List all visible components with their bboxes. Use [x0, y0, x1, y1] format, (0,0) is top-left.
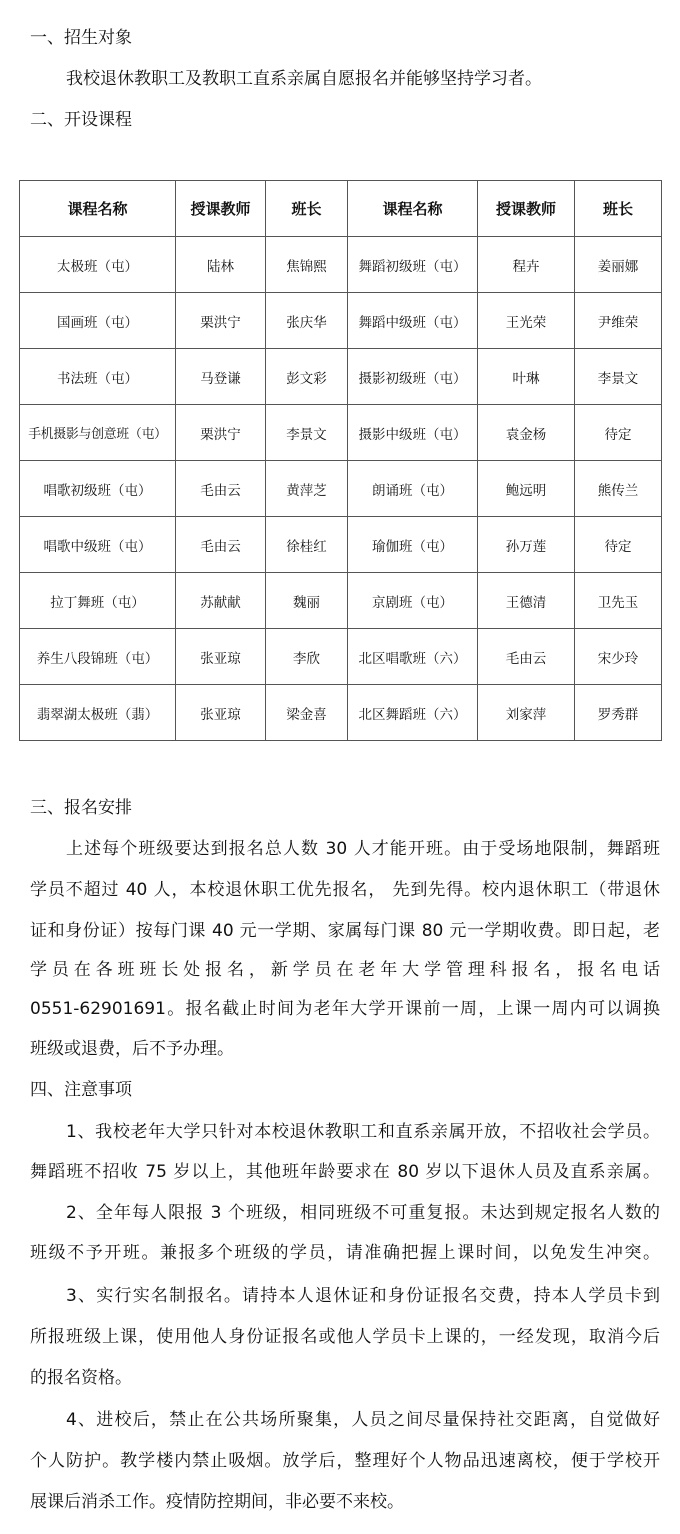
- teacher-cell: 袁金杨: [478, 405, 575, 461]
- teacher-cell: 刘家萍: [478, 685, 575, 741]
- section-3-paragraph-line: 学员不超过 40 人，本校退休职工优先报名， 先到先得。校内退休职工（带退休: [30, 880, 660, 900]
- teacher-cell: 苏献献: [176, 573, 266, 629]
- course-name-cell: 北区舞蹈班（六）: [348, 685, 478, 741]
- course-name-cell: 唱歌初级班（屯）: [20, 461, 176, 517]
- course-name-cell: 朗诵班（屯）: [348, 461, 478, 517]
- section-1-text: 我校退休教职工及教职工直系亲属自愿报名并能够坚持学习者。: [66, 69, 542, 89]
- course-name-cell: 唱歌中级班（屯）: [20, 517, 176, 573]
- section-3-heading: 三、报名安排: [30, 798, 132, 818]
- section-3-paragraph-line: 0551-62901691。报名截止时间为老年大学开课前一周，上课一周内可以调换: [30, 999, 660, 1019]
- teacher-cell: 栗洪宁: [176, 293, 266, 349]
- monitor-cell: 彭文彩: [266, 349, 348, 405]
- section-3-paragraph-line: 上述每个班级要达到报名总人数 30 人才能开班。由于受场地限制，舞蹈班: [66, 839, 660, 859]
- course-table: [19, 180, 662, 741]
- table-row: [20, 405, 662, 461]
- course-name-cell: 舞蹈中级班（屯）: [348, 293, 478, 349]
- course-name-cell: 舞蹈初级班（屯）: [348, 237, 478, 293]
- table-header-row: [20, 181, 662, 237]
- header-course-name: 课程名称: [20, 181, 176, 237]
- teacher-cell: 王光荣: [478, 293, 575, 349]
- teacher-cell: 马登谦: [176, 349, 266, 405]
- course-name-cell: 摄影初级班（屯）: [348, 349, 478, 405]
- monitor-cell: 徐桂红: [266, 517, 348, 573]
- table-row: [20, 237, 662, 293]
- teacher-cell: 程卉: [478, 237, 575, 293]
- teacher-cell: 毛由云: [176, 517, 266, 573]
- monitor-cell: 卫先玉: [575, 573, 662, 629]
- teacher-cell: 张亚琼: [176, 685, 266, 741]
- monitor-cell: 李欣: [266, 629, 348, 685]
- course-name-cell: 书法班（屯）: [20, 349, 176, 405]
- table-row: [20, 573, 662, 629]
- section-4-heading: 四、注意事项: [30, 1080, 132, 1100]
- monitor-cell: 梁金喜: [266, 685, 348, 741]
- course-name-cell: 京剧班（屯）: [348, 573, 478, 629]
- header-teacher: 授课教师: [176, 181, 266, 237]
- notice-line: 班级不予开班。兼报多个班级的学员，请准确把握上课时间，以免发生冲突。: [30, 1243, 660, 1263]
- teacher-cell: 鲍远明: [478, 461, 575, 517]
- course-name-cell: 拉丁舞班（屯）: [20, 573, 176, 629]
- teacher-cell: 栗洪宁: [176, 405, 266, 461]
- notice-line: 2、全年每人限报 3 个班级，相同班级不可重复报。未达到规定报名人数的: [66, 1203, 660, 1223]
- teacher-cell: 张亚琼: [176, 629, 266, 685]
- monitor-cell: 待定: [575, 517, 662, 573]
- notice-line: 1、我校老年大学只针对本校退休教职工和直系亲属开放，不招收社会学员。: [66, 1122, 660, 1142]
- monitor-cell: 尹维荣: [575, 293, 662, 349]
- course-name-cell: 太极班（屯）: [20, 237, 176, 293]
- monitor-cell: 宋少玲: [575, 629, 662, 685]
- notice-line: 展课后消杀工作。疫情防控期间，非必要不来校。: [30, 1492, 404, 1512]
- monitor-cell: 罗秀群: [575, 685, 662, 741]
- table-row: [20, 685, 662, 741]
- table-row: [20, 293, 662, 349]
- teacher-cell: 孙万莲: [478, 517, 575, 573]
- notice-line: 3、实行实名制报名。请持本人退休证和身份证报名交费，持本人学员卡到: [66, 1286, 660, 1306]
- monitor-cell: 黄萍芝: [266, 461, 348, 517]
- teacher-cell: 毛由云: [176, 461, 266, 517]
- teacher-cell: 陆林: [176, 237, 266, 293]
- teacher-cell: 王德清: [478, 573, 575, 629]
- notice-line: 所报班级上课，使用他人身份证报名或他人学员卡上课的，一经发现，取消今后: [30, 1327, 660, 1347]
- table-row: [20, 629, 662, 685]
- header-teacher: 授课教师: [478, 181, 575, 237]
- section-3-paragraph-line: 证和身份证）按每门课 40 元一学期、家属每门课 80 元一学期收费。即日起，老: [30, 921, 660, 941]
- monitor-cell: 姜丽娜: [575, 237, 662, 293]
- table-row: [20, 461, 662, 517]
- notice-line: 4、进校后，禁止在公共场所聚集，人员之间尽量保持社交距离，自觉做好: [66, 1410, 660, 1430]
- monitor-cell: 李景文: [575, 349, 662, 405]
- monitor-cell: 待定: [575, 405, 662, 461]
- notice-line: 个人防护。教学楼内禁止吸烟。放学后，整理好个人物品迅速离校，便于学校开: [30, 1451, 660, 1471]
- monitor-cell: 李景文: [266, 405, 348, 461]
- monitor-cell: 张庆华: [266, 293, 348, 349]
- course-name-cell: 北区唱歌班（六）: [348, 629, 478, 685]
- monitor-cell: 魏丽: [266, 573, 348, 629]
- header-course-name: 课程名称: [348, 181, 478, 237]
- course-name-cell: 国画班（屯）: [20, 293, 176, 349]
- notice-line: 的报名资格。: [30, 1368, 132, 1388]
- section-3-paragraph-line: 班级或退费，后不予办理。: [30, 1039, 234, 1059]
- course-name-cell: 瑜伽班（屯）: [348, 517, 478, 573]
- header-monitor: 班长: [575, 181, 662, 237]
- course-name-cell: 手机摄影与创意班（屯）: [20, 405, 176, 461]
- header-monitor: 班长: [266, 181, 348, 237]
- table-row: [20, 517, 662, 573]
- monitor-cell: 焦锦熙: [266, 237, 348, 293]
- teacher-cell: 叶琳: [478, 349, 575, 405]
- course-name-cell: 翡翠湖太极班（翡）: [20, 685, 176, 741]
- table-row: [20, 349, 662, 405]
- section-2-heading: 二、开设课程: [30, 110, 132, 130]
- monitor-cell: 熊传兰: [575, 461, 662, 517]
- section-1-heading: 一、招生对象: [30, 28, 132, 48]
- teacher-cell: 毛由云: [478, 629, 575, 685]
- section-3-paragraph-line: 学员在各班班长处报名，新学员在老年大学管理科报名，报名电话: [30, 960, 660, 980]
- course-name-cell: 摄影中级班（屯）: [348, 405, 478, 461]
- course-name-cell: 养生八段锦班（屯）: [20, 629, 176, 685]
- notice-line: 舞蹈班不招收 75 岁以上，其他班年龄要求在 80 岁以下退休人员及直系亲属。: [30, 1162, 660, 1182]
